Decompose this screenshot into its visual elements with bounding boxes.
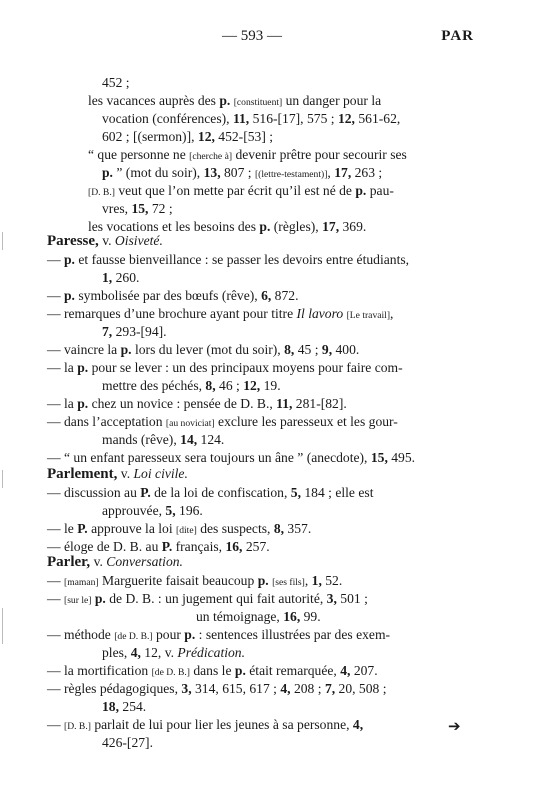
text-segment: — le bbox=[47, 521, 78, 536]
entry-headword-line bbox=[47, 465, 188, 483]
entry-line bbox=[88, 92, 381, 112]
entry-line bbox=[47, 395, 347, 413]
text-segment: [au noviciat] bbox=[165, 418, 215, 429]
text-segment: 4, bbox=[280, 681, 291, 696]
headword: Parler, bbox=[47, 554, 91, 570]
entry-line bbox=[102, 164, 382, 184]
text-segment: devenir prêtre pour secourir ses bbox=[232, 147, 407, 162]
text-segment: dans le bbox=[189, 663, 235, 678]
entry-line bbox=[102, 323, 167, 341]
entry-line bbox=[47, 662, 378, 682]
text-segment: lors du lever (mot du soir), bbox=[131, 342, 285, 357]
headword: Paresse, bbox=[47, 233, 99, 249]
text-segment: mettre des péchés, bbox=[102, 378, 206, 393]
text-segment: approuvée, bbox=[102, 503, 166, 518]
text-segment: — la bbox=[47, 396, 78, 411]
text-segment: [dite] bbox=[176, 525, 197, 536]
text-segment: — la bbox=[47, 360, 78, 375]
text-segment: 4, bbox=[130, 645, 141, 660]
text-segment: p. bbox=[64, 252, 75, 267]
text-segment: , bbox=[327, 165, 335, 180]
text-segment: un danger pour la bbox=[282, 93, 382, 108]
text-segment: 1, bbox=[311, 573, 322, 588]
entry-line bbox=[47, 572, 342, 592]
entry-line bbox=[47, 680, 387, 698]
text-segment: ” (mot du soir), bbox=[112, 165, 204, 180]
text-segment: — bbox=[47, 288, 64, 303]
text-segment: 207. bbox=[350, 663, 378, 678]
text-segment: 8, bbox=[273, 521, 285, 536]
text-segment: 281-[82]. bbox=[292, 396, 347, 411]
text-segment: 5, bbox=[165, 503, 176, 518]
entry-line bbox=[88, 146, 407, 166]
text-segment: 19. bbox=[260, 378, 281, 393]
text-segment: pau- bbox=[366, 183, 394, 198]
text-segment: 263 ; bbox=[351, 165, 383, 180]
text-segment: [de D. B.] bbox=[151, 667, 190, 678]
text-segment: ples, bbox=[102, 645, 131, 660]
text-segment: v. bbox=[90, 554, 107, 569]
text-segment: 516-[17], 575 ; bbox=[249, 111, 338, 126]
text-segment: 11, bbox=[276, 396, 293, 411]
text-segment: 46 ; bbox=[215, 378, 244, 393]
text-segment: 99. bbox=[300, 609, 321, 624]
text-segment: parlait de lui pour lier les jeunes à sa personne, bbox=[90, 717, 353, 732]
text-segment: 12, bbox=[197, 129, 215, 144]
text-segment: p. bbox=[234, 663, 246, 678]
text-segment: 3, bbox=[326, 591, 337, 606]
text-segment: veut que l’on mette par écrit qu’il est né de bbox=[114, 183, 356, 198]
text-segment: [maman] bbox=[64, 577, 99, 588]
text-segment: Conversation. bbox=[106, 554, 183, 569]
entry-headword-line bbox=[47, 232, 163, 250]
entry-line bbox=[102, 431, 224, 449]
text-segment: exclure les paresseux et les gour- bbox=[214, 414, 398, 429]
text-segment: 602 ; [(sermon)], bbox=[102, 129, 198, 144]
text-segment: p. bbox=[219, 93, 231, 108]
text-segment: : sentences illustrées par des exem- bbox=[195, 627, 391, 642]
margin-mark bbox=[2, 232, 3, 250]
text-segment: [D. B.] bbox=[88, 187, 115, 198]
text-segment: p. bbox=[355, 183, 367, 198]
text-segment: 260. bbox=[112, 270, 140, 285]
text-segment: 72 ; bbox=[148, 201, 173, 216]
text-segment: 196. bbox=[175, 503, 203, 518]
text-segment: , bbox=[390, 306, 394, 321]
text-segment: 184 ; elle est bbox=[300, 485, 374, 500]
text-segment: Loi civile. bbox=[133, 466, 188, 481]
text-segment: un témoignage, bbox=[196, 609, 284, 624]
text-segment: 6, bbox=[261, 288, 272, 303]
entry-line bbox=[47, 626, 390, 646]
text-segment: 208 ; bbox=[290, 681, 325, 696]
text-segment: 13, bbox=[203, 165, 221, 180]
text-segment: Oisiveté. bbox=[114, 233, 163, 248]
text-segment: 257. bbox=[242, 539, 270, 554]
text-segment: — remarques d’une brochure ayant pour titre bbox=[47, 306, 297, 321]
text-segment: approuve la loi bbox=[87, 521, 177, 536]
text-segment: 872. bbox=[271, 288, 299, 303]
text-segment: — “ un enfant paresseux sera toujours un âne ” (anecdote), bbox=[47, 450, 371, 465]
text-segment: 16, bbox=[283, 609, 301, 624]
text-segment: 7, bbox=[324, 681, 336, 696]
text-segment: symbolisée par des bœufs (rêve), bbox=[74, 288, 262, 303]
text-segment: — règles pédagogiques, bbox=[47, 681, 182, 696]
entry-line bbox=[47, 413, 398, 433]
text-segment: p. bbox=[77, 360, 89, 375]
text-segment: 18, bbox=[102, 699, 119, 714]
text-segment: [de D. B.] bbox=[114, 631, 153, 642]
text-segment: pour se lever : un des principaux moyens pour faire com- bbox=[88, 360, 403, 375]
text-segment: Marguerite faisait beaucoup bbox=[98, 573, 258, 588]
entry-line bbox=[47, 716, 363, 736]
text-segment: 357. bbox=[284, 521, 312, 536]
page-header bbox=[0, 28, 540, 50]
text-segment: 452-[53] ; bbox=[214, 129, 274, 144]
text-segment: vres, bbox=[102, 201, 132, 216]
text-segment: 12, v. bbox=[140, 645, 178, 660]
text-segment: et fausse bienveillance : se passer les devoirs entre étudiants, bbox=[74, 252, 410, 267]
text-segment: 124. bbox=[197, 432, 225, 447]
text-segment: 495. bbox=[387, 450, 416, 465]
text-segment: v. bbox=[117, 466, 134, 481]
text-segment: p. bbox=[259, 219, 271, 234]
page-number: — 593 — bbox=[222, 28, 282, 44]
text-segment: de la loi de confiscation, bbox=[150, 485, 291, 500]
entry-line bbox=[47, 251, 409, 269]
text-segment: p. bbox=[184, 627, 196, 642]
text-segment: [constituent] bbox=[233, 97, 283, 108]
text-segment: [(lettre-testament)] bbox=[254, 169, 328, 180]
text-segment: — éloge de D. B. au bbox=[47, 539, 162, 554]
text-segment: 52. bbox=[321, 573, 343, 588]
text-segment: 3, bbox=[181, 681, 192, 696]
text-segment: 8, bbox=[284, 342, 295, 357]
entry-line bbox=[88, 182, 394, 202]
text-segment: (règles), bbox=[270, 219, 323, 234]
text-segment: [ses fils] bbox=[272, 577, 305, 588]
text-segment: 16, bbox=[225, 539, 243, 554]
text-segment: des suspects, bbox=[196, 521, 274, 536]
text-segment: 254. bbox=[119, 699, 147, 714]
entry-line bbox=[102, 74, 130, 92]
text-segment: mands (rêve), bbox=[102, 432, 181, 447]
text-segment: , bbox=[304, 573, 312, 588]
running-head: PAR bbox=[441, 28, 474, 44]
text-segment: 45 ; bbox=[294, 342, 322, 357]
text-segment: — méthode bbox=[47, 627, 115, 642]
text-segment: 17, bbox=[322, 219, 340, 234]
text-segment: pour bbox=[152, 627, 185, 642]
text-segment: — bbox=[47, 717, 64, 732]
text-segment: 20, 508 ; bbox=[335, 681, 387, 696]
text-segment: 561-62, bbox=[354, 111, 401, 126]
headword: Parlement, bbox=[47, 466, 118, 482]
entry-headword-line bbox=[47, 553, 183, 571]
text-segment: — dans l’acceptation bbox=[47, 414, 166, 429]
text-segment: p. bbox=[257, 573, 269, 588]
margin-mark bbox=[2, 470, 3, 488]
text-segment: 1, bbox=[102, 270, 113, 285]
text-segment: Prédication. bbox=[177, 645, 245, 660]
text-segment: — la mortification bbox=[47, 663, 152, 678]
text-segment: vocation (conférences), bbox=[102, 111, 233, 126]
entry-line bbox=[196, 608, 321, 626]
text-segment: [cherche à] bbox=[189, 151, 233, 162]
entry-line bbox=[47, 287, 298, 305]
entry-line bbox=[102, 644, 245, 662]
text-segment: 4, bbox=[352, 717, 364, 732]
text-segment: p. bbox=[120, 342, 132, 357]
text-segment: 11, bbox=[232, 111, 250, 126]
text-segment: 15, bbox=[131, 201, 149, 216]
entry-line bbox=[47, 484, 373, 502]
entry-line bbox=[102, 269, 139, 287]
text-segment: 17, bbox=[334, 165, 352, 180]
text-segment: v. bbox=[98, 233, 115, 248]
entry-line bbox=[102, 502, 203, 520]
text-segment: 15, bbox=[370, 450, 388, 465]
text-segment: — vaincre la bbox=[47, 342, 121, 357]
text-segment: les vacances auprès des bbox=[88, 93, 220, 108]
text-segment: p. bbox=[77, 396, 89, 411]
text-segment: 807 ; bbox=[220, 165, 255, 180]
text-segment: 12, bbox=[337, 111, 355, 126]
margin-mark bbox=[2, 608, 3, 644]
entry-line bbox=[47, 305, 393, 325]
text-segment: P. bbox=[77, 521, 88, 536]
text-segment: [sur le] bbox=[64, 595, 92, 606]
text-segment: P. bbox=[140, 485, 151, 500]
continued-arrow-icon: ➔ bbox=[448, 717, 461, 735]
entry-line bbox=[47, 341, 359, 359]
text-segment: p. bbox=[64, 288, 75, 303]
entry-line bbox=[102, 698, 146, 716]
text-segment: les vocations et les besoins des bbox=[88, 219, 260, 234]
text-segment: P. bbox=[161, 539, 173, 554]
text-segment: Il lavoro bbox=[296, 306, 344, 321]
entry-line bbox=[102, 110, 400, 128]
entry-line bbox=[102, 734, 153, 752]
entry-line bbox=[102, 200, 173, 218]
text-segment: français, bbox=[172, 539, 226, 554]
entry-line bbox=[102, 128, 273, 146]
text-segment: chez un novice : pensée de D. B., bbox=[88, 396, 277, 411]
text-segment: 501 ; bbox=[336, 591, 368, 606]
entry-line bbox=[102, 377, 281, 395]
text-segment: 5, bbox=[290, 485, 301, 500]
text-segment: 426-[27]. bbox=[102, 735, 153, 750]
text-segment: “ que personne ne bbox=[88, 147, 190, 162]
text-segment: — bbox=[47, 252, 64, 267]
text-segment: de D. B. : un jugement qui fait autorité, bbox=[105, 591, 327, 606]
text-segment: 369. bbox=[339, 219, 367, 234]
entry-line bbox=[47, 590, 368, 610]
text-segment: [Le travail] bbox=[346, 310, 391, 321]
text-segment: 400. bbox=[332, 342, 360, 357]
text-segment: 8, bbox=[205, 378, 216, 393]
text-segment: — bbox=[47, 591, 64, 606]
text-segment: 314, 615, 617 ; bbox=[191, 681, 281, 696]
text-segment: 9, bbox=[321, 342, 333, 357]
entry-line bbox=[47, 359, 403, 377]
text-segment: 14, bbox=[180, 432, 198, 447]
text-segment: 452 ; bbox=[102, 75, 130, 90]
entry-line bbox=[47, 520, 311, 540]
text-segment: 293-[94]. bbox=[112, 324, 167, 339]
text-segment: — discussion au bbox=[47, 485, 141, 500]
text-segment: p. bbox=[102, 165, 113, 180]
text-segment: 4, bbox=[340, 663, 351, 678]
text-segment: [D. B.] bbox=[64, 721, 91, 732]
text-segment: 7, bbox=[102, 324, 113, 339]
text-segment: 12, bbox=[243, 378, 261, 393]
text-segment: p. bbox=[94, 591, 106, 606]
text-segment: était remarquée, bbox=[245, 663, 341, 678]
text-segment: — bbox=[47, 573, 64, 588]
